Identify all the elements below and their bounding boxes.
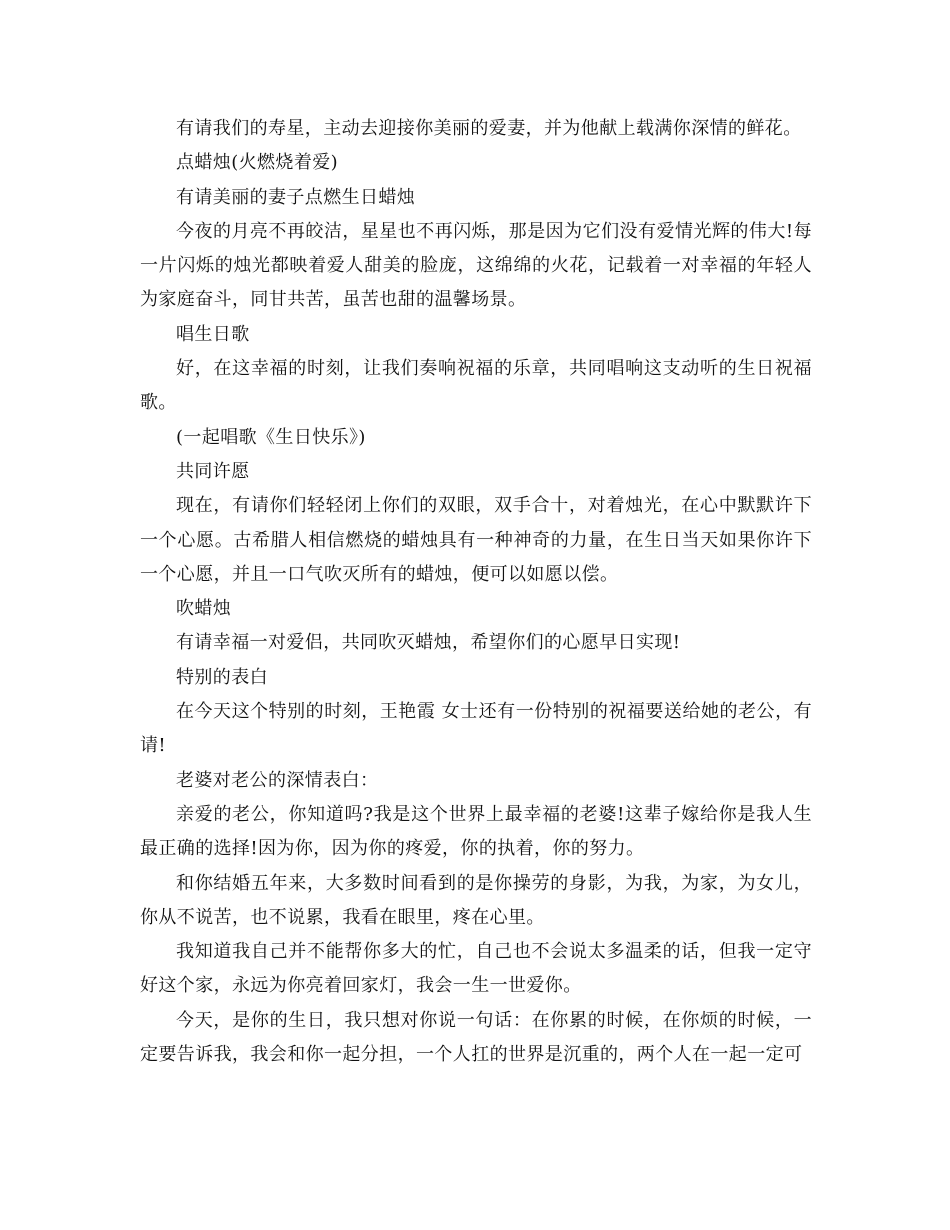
section-heading: 老婆对老公的深情表白： xyxy=(176,769,379,791)
section-heading: 特别的表白 xyxy=(176,666,268,688)
paragraph: 好，在这幸福的时刻，让我们奏响祝福的乐章，共同唱响这支动听的生日祝福歌。 xyxy=(140,358,812,414)
section-heading: 唱生日歌 xyxy=(176,323,250,345)
section-heading: 共同许愿 xyxy=(176,460,250,482)
paragraph: 我知道我自己并不能帮你多大的忙，自己也不会说太多温柔的话，但我一定守好这个家，永远为你亮着回家灯，我会一生一世爱你。 xyxy=(140,941,812,997)
paragraph: 和你结婚五年来，大多数时间看到的是你操劳的身影，为我，为家，为女儿，你从不说苦，也不说累，我看在眼里，疼在心里。 xyxy=(140,872,812,928)
section-heading: 吹蜡烛 xyxy=(176,598,232,620)
paragraph: 有请我们的寿星，主动去迎接你美丽的爱妻，并为他献上载满你深情的鲜花。 xyxy=(176,118,802,139)
paragraph: 有请幸福一对爱侣，共同吹灭蜡烛，希望你们的心愿早日实现! xyxy=(176,632,681,654)
paragraph: 今夜的月亮不再皎洁，星星也不再闪烁，那是因为它们没有爱情光辉的伟大!每一片闪烁的烛光都映着爱人甜美的脸庞，这绵绵的火花，记载着一对幸福的年轻人为家庭奋斗，同甘共苦，虽苦也甜的温馨场景。 xyxy=(140,220,812,311)
paragraph: 有请美丽的妻子点燃生日蜡烛 xyxy=(176,186,416,208)
paragraph: 亲爱的老公，你知道吗?我是这个世界上最幸福的老婆!这辈子嫁给你是我人生最正确的选择!因为你，因为你的疼爱，你的执着，你的努力。 xyxy=(140,803,812,860)
section-heading: 点蜡烛(火燃烧着爱) xyxy=(176,152,339,174)
paragraph: 今天，是你的生日，我只想对你说一句话：在你累的时候，在你烦的时候，一定要告诉我，我会和你一起分担，一个人扛的世界是沉重的，两个人在一起一定可 xyxy=(140,1009,812,1066)
paragraph: 现在，有请你们轻轻闭上你们的双眼，双手合十，对着烛光，在心中默默许下一个心愿。古希腊人相信燃烧的蜡烛具有一种神奇的力量，在生日当天如果你许下一个心愿，并且一口气吹灭所有的蜡烛，便可以如愿以偿。 xyxy=(140,495,812,585)
document-body xyxy=(140,112,812,1072)
paragraph: (一起唱歌《生日快乐》) xyxy=(176,426,366,448)
paragraph: 在今天这个特别的时刻，王艳霞 女士还有一份特别的祝福要送给她的老公，有请! xyxy=(140,701,812,757)
